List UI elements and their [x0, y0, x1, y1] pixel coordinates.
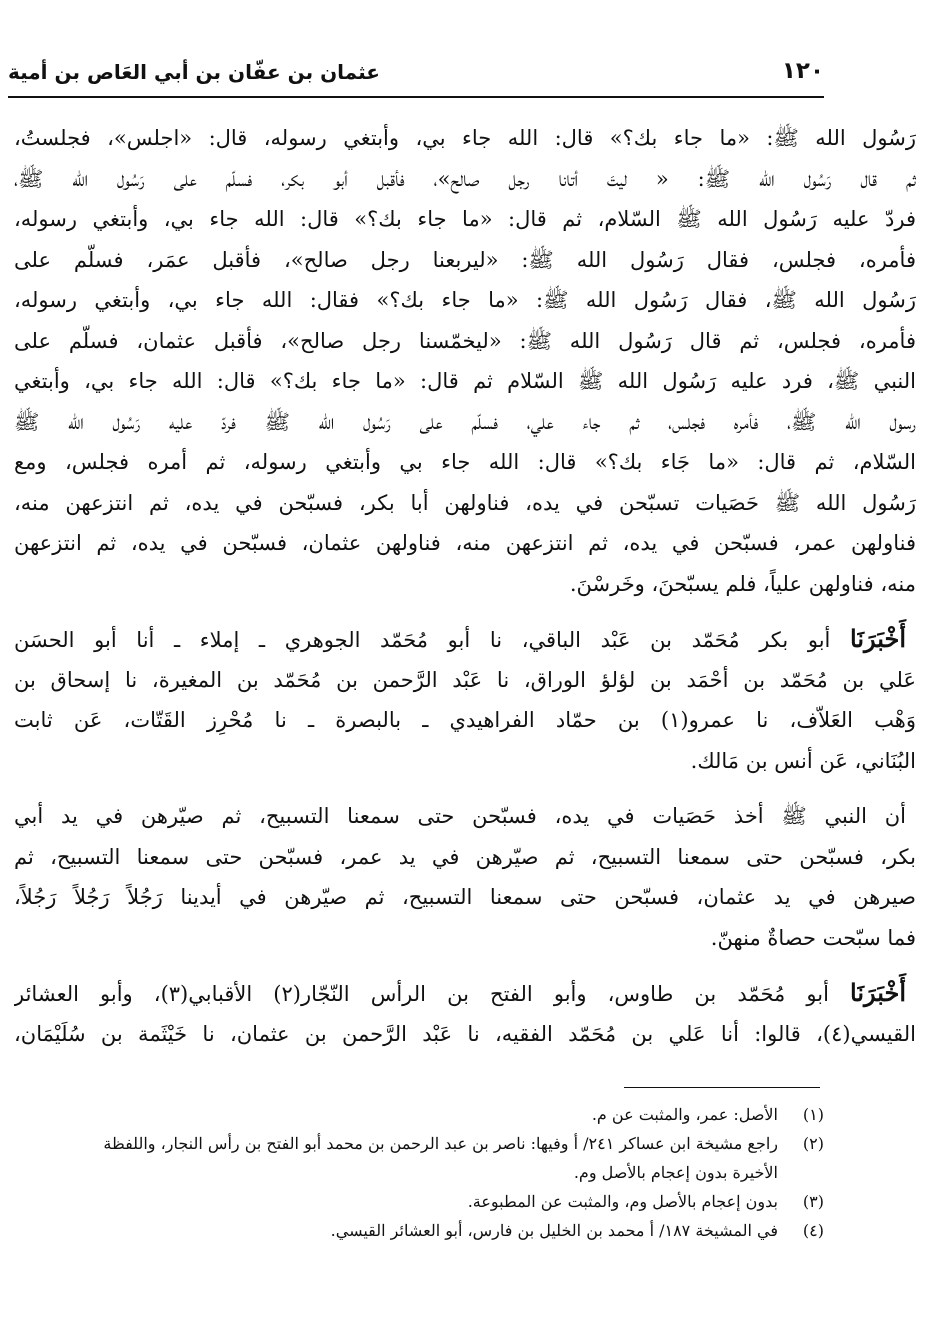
text-line — [14, 159, 916, 200]
text-line — [14, 918, 916, 959]
text-line-content: صيرهن في يد عثمان، فسبّحن حتى سمعنا التسبيح، ثم صيّرهن في أيدينا رَجُلاً رَجُلاً رَجُلاً، — [14, 885, 916, 909]
text-line — [14, 483, 916, 524]
footnote-number: (١) — [802, 1105, 824, 1124]
text-line — [14, 442, 916, 483]
text-line — [14, 973, 916, 1014]
text-line-content: أبو بكر مُحَمّد بن عَبْد الباقي، نا أبو مُحَمّد الجوهري ـ إملاء ـ أنا أبو الحسَن — [14, 628, 851, 652]
text-line-content: فأمره، فجلس، ثم قال رَسُول الله ﷺ: «ليخمّسنا رجل صالح»، فأقبل عثمان، فسلّم على — [14, 328, 916, 353]
text-line-content: أن النبي ﷺ أخذ حَصَيات في يده، فسبّحن حتى سمعنا التسبيح، ثم صيّرهن في يد أبي — [14, 804, 906, 828]
text-line — [14, 837, 916, 878]
text-line — [14, 402, 916, 443]
footnote-text: راجع مشيخة ابن عساكر ٢٤١/ أ وفيها: ناصر بن عبد الرحمن بن محمد أبو الفتح بن رأس النجار، واللفظة — [103, 1134, 778, 1153]
text-line-content: فما سبّحت حصاةٌ منهنّ. — [710, 925, 916, 950]
text-line — [14, 1014, 916, 1055]
text-line-content: وَهْب العَلاّف، نا عمرو(١) بن حمّاد الفراهيدي ـ بالبصرة ـ نا مُحْرِز القَتّات، عَن ثابت — [14, 708, 916, 732]
text-line-content: البُنَاني، عَن أنس بن مَالك. — [690, 748, 916, 773]
text-line-content: السّلام، ثم قال: «ما جَاء بك؟» قال: الله جاء بي وأبتغي رسوله، ثم أمره فجلس، ومع — [14, 450, 916, 474]
footnote-number: (٢) — [802, 1134, 824, 1153]
text-line — [14, 564, 916, 605]
text-line — [14, 118, 916, 159]
footnote-divider — [624, 1087, 820, 1088]
text-line-content: رَسُول الله ﷺ، فقال رَسُول الله ﷺ: «ما جاء بك؟» فقال: الله جاء بي، وأبتغي رسوله، — [14, 288, 916, 312]
text-line — [14, 199, 916, 240]
footnote-item — [18, 1129, 824, 1187]
text-line-content: عَلي بن مُحَمّد بن أحْمَد بن لؤلؤ الوراق، نا عَبْد الرَّحمن بن مُحَمّد بن المغيرة، نا إسحاق بن — [14, 667, 916, 692]
text-line-content: النبي ﷺ، فرد عليه رَسُول الله ﷺ السّلام ثم قال: «ما جاء بك؟» قال: الله جاء بي، وأبتغي — [14, 369, 916, 393]
text-line-content: رسول الله ﷺ، فأمره فجلس، ثم جاء علي، فسلّم على رَسُول الله ﷺ فردّ عليه رَسُول الله ﷺ — [14, 409, 916, 434]
footnote-continuation: الأخيرة بدون إعجام بالأصل وم. — [573, 1163, 778, 1182]
footnote-item — [18, 1187, 824, 1216]
text-line-content: ثم قال رَسُول الله ﷺ: « ليتَ أتانا رجل صالح»، فأقبل أبو بكر، فسلّم على رَسُول الله ﷺ، — [14, 166, 916, 191]
text-line — [14, 700, 916, 741]
text-line-content: أبو مُحَمّد بن طاوس، وأبو الفتح بن الرأس النّجّار(٢) الأقبابي(٣)، وأبو العشائر — [14, 982, 851, 1006]
text-line — [14, 660, 916, 701]
footnote-item — [18, 1100, 824, 1129]
text-line-content: القيسي(٤)، قالوا: أنا عَلي بن مُحَمّد الفقيه، نا عَبْد الرَّحمن بن عثمان، نا خَيْثَمة بن سُلَيْمَان، — [14, 1021, 916, 1046]
text-line — [14, 321, 916, 362]
footnote-item — [18, 1216, 824, 1245]
footnote-number: (٣) — [802, 1192, 824, 1211]
paragraph-gap — [14, 781, 916, 796]
text-line — [14, 877, 916, 918]
text-line-content: فردّ عليه رَسُول الله ﷺ السّلام، ثم قال: «ما جاء بك؟» قال: الله جاء بي، وأبتغي رسوله، — [14, 207, 916, 231]
footnote-text: الأصل: عمر، والمثبت عن م. — [591, 1105, 778, 1124]
footnote-text: بدون إعجام بالأصل وم، والمثبت عن المطبوعة. — [467, 1192, 778, 1211]
text-line-content: بكر، فسبّحن حتى سمعنا التسبيح، ثم صيّرهن في يد عمر، فسبّحن حتى سمعنا التسبيح، ثم — [14, 844, 916, 869]
running-title: عثمان بن عفّان بن أبي العَاص بن أمية — [8, 60, 380, 84]
text-line-content: منه، فناولهن علياً، فلم يسبّحنَ، وخَرسْنَ. — [569, 571, 916, 596]
text-line — [14, 240, 916, 281]
page-header — [8, 52, 824, 98]
paragraph-gap — [14, 604, 916, 619]
text-line — [14, 619, 916, 660]
narration-lead-word: أَخْبَرَنَا — [850, 978, 906, 1007]
footnotes — [18, 1100, 824, 1245]
paragraph-gap — [14, 958, 916, 973]
text-line — [14, 523, 916, 564]
main-text — [14, 118, 916, 1054]
text-line-content: رَسُول الله ﷺ: «ما جاء بك؟» قال: الله جاء بي، وأبتغي رسوله، قال: «اجلس»، فجلستُ، — [14, 126, 916, 150]
text-line-content: رَسُول الله ﷺ حَصَيات تسبّحن في يده، فناولهن أبا بكر، فسبّحن في يده، ثم انتزعهن منه، — [14, 490, 916, 515]
text-line — [14, 280, 916, 321]
text-line-content: فأمره، فجلس، فقال رَسُول الله ﷺ: «ليربعنا رجل صالح»، فأقبل عمَر، فسلّم على — [14, 247, 916, 272]
text-line — [14, 741, 916, 782]
text-line-content: فناولهن عمر، فسبّحن في يده، ثم انتزعهن منه، فناولهن عثمان، فسبّحن في يده، ثم انتزعهن — [14, 531, 916, 555]
footnote-text: في المشيخة ١٨٧/ أ محمد بن الخليل بن فارس، أبو العشائر القيسي. — [330, 1221, 778, 1240]
text-line — [14, 796, 916, 837]
narration-lead-word: أَخْبَرَنَا — [850, 624, 906, 653]
footnote-number: (٤) — [802, 1221, 824, 1240]
text-line — [14, 361, 916, 402]
page-number: ١٢٠ — [781, 58, 824, 84]
